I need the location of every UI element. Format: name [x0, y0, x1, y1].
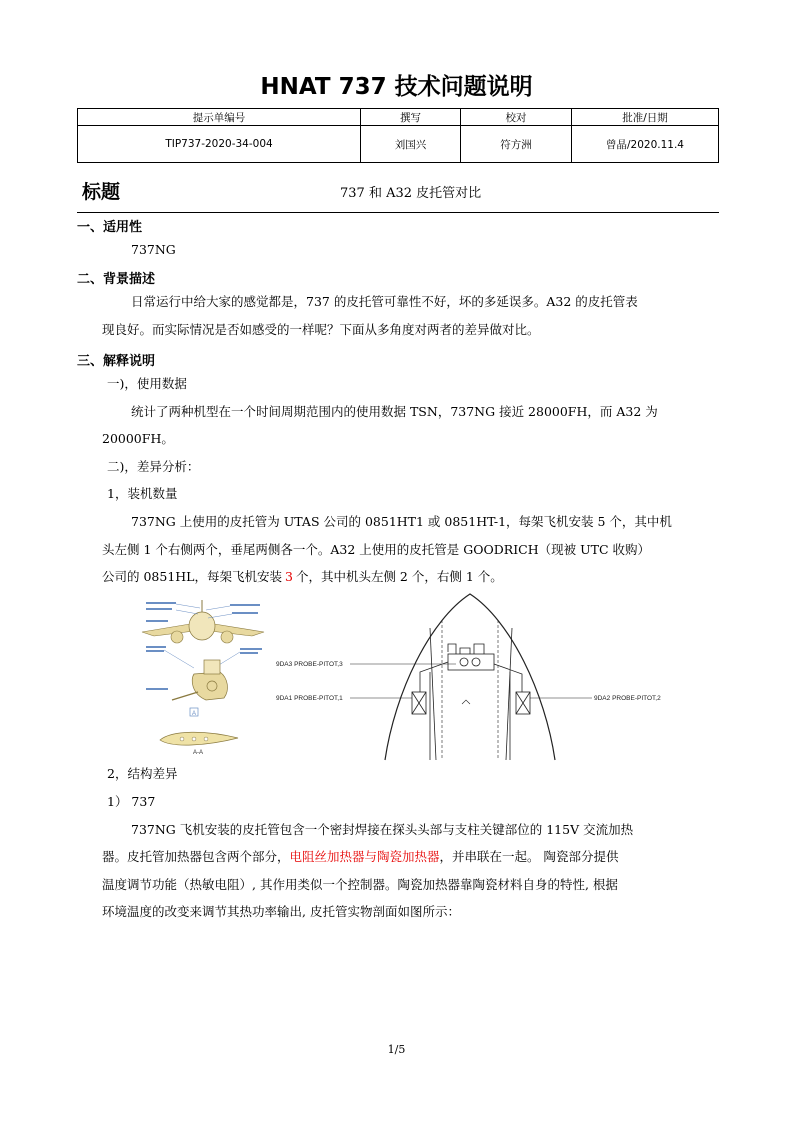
meta-table	[77, 108, 719, 163]
airfoil-section	[160, 732, 238, 745]
structure-text-line2	[102, 843, 619, 871]
quantity-text-line3-start: 公司的 0851HL，每架飞机安装	[102, 569, 282, 584]
structure-text-line2-end: ，并串联在一起。 陶瓷部分提供	[439, 849, 619, 864]
subject-divider	[77, 212, 719, 213]
subitem-737: 1） 737	[107, 794, 156, 809]
quantity-highlight-count: 3	[285, 569, 293, 584]
figure-a32-probe-schematic	[270, 592, 690, 762]
center-marker	[462, 700, 470, 704]
background-text-line1: 日常运行中给大家的感觉都是，737 的皮托管可靠性不好，坏的多延误多。A32 的皮托管表	[131, 294, 638, 309]
subject-label: 标题	[82, 181, 121, 203]
figure-737-pitot-locations	[132, 596, 274, 756]
usage-text-line1: 统计了两种机型在一个时间周期范围内的使用数据 TSN，737NG 接近 28000FH，而 A32 为	[131, 404, 658, 419]
subsection-usage-data: 一)，使用数据	[107, 376, 187, 391]
background-text-line2: 现良好。而实际情况是否如感受的一样呢？下面从多角度对两者的差异做对比。	[102, 322, 540, 337]
meta-header-row	[78, 109, 719, 126]
meta-header-tip-number: 提示单编号	[78, 109, 361, 126]
item-installation-quantity: 1，装机数量	[107, 486, 178, 501]
subsection-difference-analysis: 二)，差异分析：	[107, 459, 200, 474]
structure-text-line2-start: 器。皮托管加热器包含两个部分，	[102, 849, 290, 864]
quantity-text-line3	[102, 563, 503, 591]
page-number: 1/5	[387, 1043, 406, 1056]
label-leaders	[350, 664, 592, 698]
meta-header-author: 撰写	[361, 109, 461, 126]
structure-text-line4: 环境温度的改变来调节其热功率输出, 皮托管实物剖面如图所示：	[102, 904, 460, 919]
meta-value-checker: 符方洲	[461, 126, 572, 163]
document-title: HNAT 737 技术问题说明	[260, 74, 533, 100]
probe-label-9da2: 9DA2 PROBE-PITOT,2	[594, 695, 661, 702]
meta-value-tip-number: TIP737-2020-34-004	[78, 126, 361, 163]
meta-value-author: 刘国兴	[361, 126, 461, 163]
quantity-text-line2: 头左侧 1 个右侧两个，垂尾两侧各一个。A32 上使用的皮托管是 GOODRICH（现被 UTC 收购）	[102, 542, 650, 557]
structure-text-line1: 737NG 飞机安装的皮托管包含一个密封焊接在探头头部与支柱关键部位的 115V 交流加热	[131, 822, 634, 837]
probe-label-9da3: 9DA3 PROBE-PITOT,3	[276, 661, 343, 668]
nose-outline	[385, 594, 555, 760]
section-heading-explanation: 三、解释说明	[77, 354, 156, 369]
structure-highlight-heaters: 电阻丝加热器与陶瓷加热器	[289, 849, 440, 864]
section-heading-applicability: 一、适用性	[77, 220, 143, 235]
meta-header-approval-date: 批准/日期	[572, 109, 719, 126]
meta-value-approval-date: 曾晶/2020.11.4	[572, 126, 719, 163]
subject-value: 737 和 A32 皮托管对比	[340, 186, 482, 201]
section-heading-background: 二、背景描述	[77, 272, 156, 287]
meta-value-row	[78, 126, 719, 163]
meta-header-checker: 校对	[461, 109, 572, 126]
quantity-text-line1: 737NG 上使用的皮托管为 UTAS 公司的 0851HT1 或 0851HT-1，每架飞机安装 5 个，其中机	[131, 514, 672, 529]
usage-text-line2: 20000FH。	[102, 431, 174, 446]
probe-label-9da1: 9DA1 PROBE-PITOT,1	[276, 695, 343, 702]
quantity-text-line3-end: 个，其中机头左侧 2 个，右侧 1 个。	[295, 569, 503, 584]
section-label-aa: A-A	[192, 750, 204, 756]
structure-text-line3: 温度调节功能（热敏电阻）, 其作用类似一个控制器。陶瓷加热器靠陶瓷材料自身的特性, 根据	[102, 877, 618, 892]
section-marker-a: A	[191, 711, 197, 717]
item-structural-difference: 2，结构差异	[107, 766, 178, 781]
applicability-text: 737NG	[131, 242, 176, 257]
probe-detail	[172, 660, 227, 700]
